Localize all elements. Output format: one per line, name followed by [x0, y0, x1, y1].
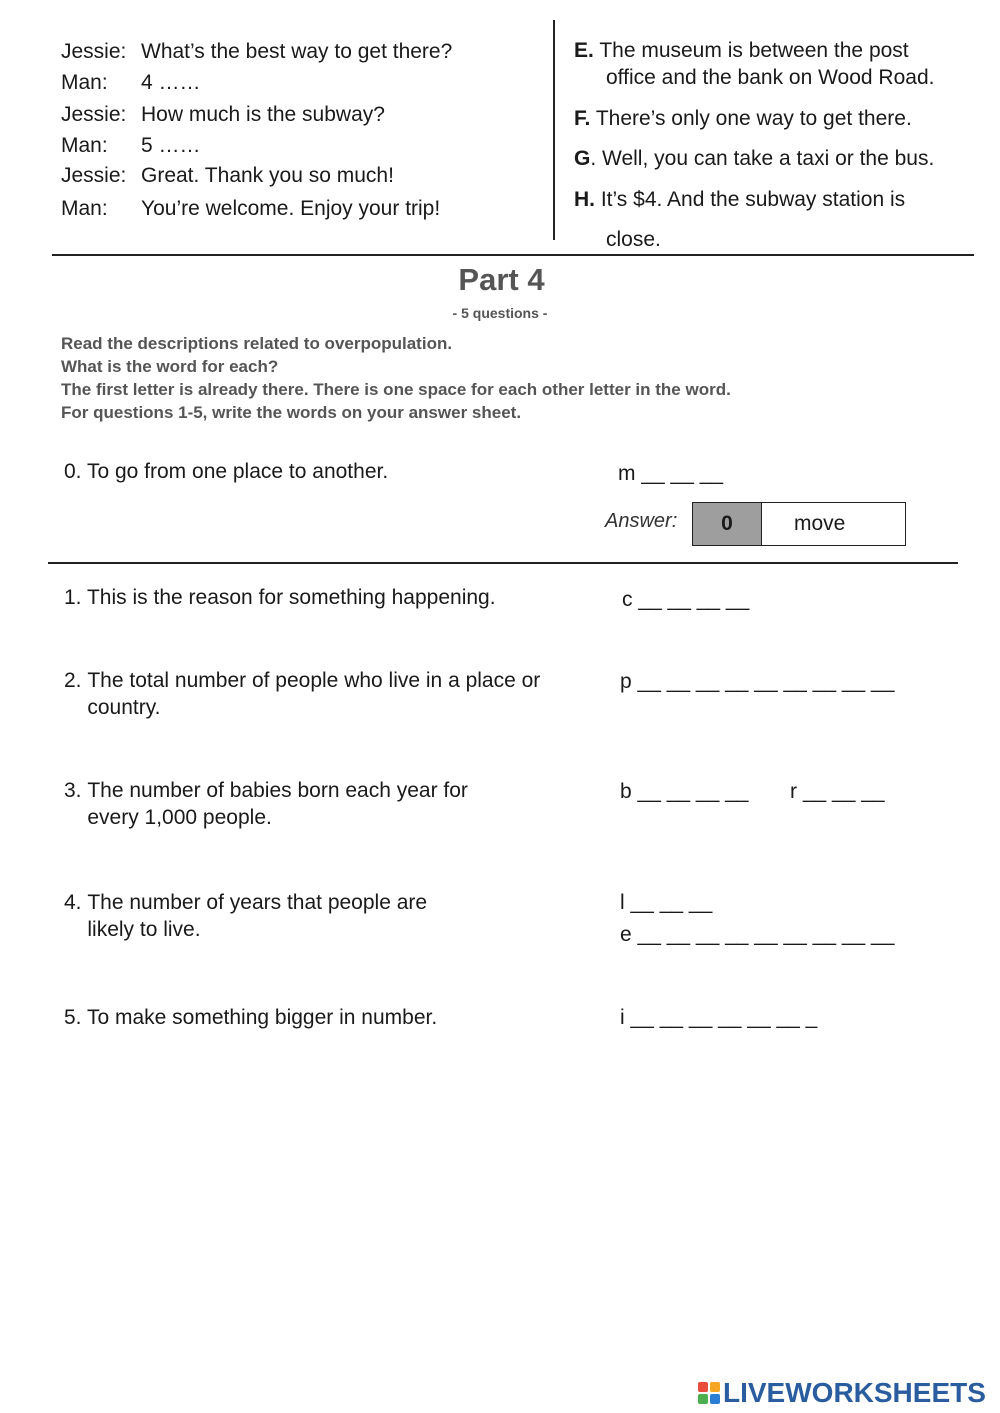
- dialogue-line: [61, 40, 452, 64]
- dialogue-line: [61, 197, 440, 221]
- answer-blank-4b[interactable]: e __ __ __ __ __ __ __ __ __: [620, 923, 895, 946]
- instruction-line: The first letter is already there. There is one space for each other letter in the word.: [61, 380, 731, 399]
- question-text: To make something bigger in number.: [86, 1006, 438, 1029]
- answer-label: Answer:: [605, 510, 678, 532]
- question-text: The total number of people who live in a place or country.: [87, 669, 541, 719]
- question-text: The number of years that people are likely to live.: [87, 891, 428, 941]
- question-1: [64, 584, 496, 611]
- option-h-cont: close.: [606, 228, 661, 251]
- answer-blank-2[interactable]: p __ __ __ __ __ __ __ __ __: [620, 670, 895, 693]
- instructions: [61, 332, 731, 424]
- answer-blank-3a[interactable]: b __ __ __ __: [620, 780, 749, 803]
- option-letter: G: [574, 147, 591, 170]
- instruction-line: For questions 1-5, write the words on your answer sheet.: [61, 403, 522, 422]
- logo-square: [710, 1382, 720, 1392]
- answer-blank-5[interactable]: i __ __ __ __ __ __ _: [620, 1006, 818, 1029]
- instruction-line: What is the word for each?: [61, 357, 279, 376]
- logo-square: [698, 1382, 708, 1392]
- liveworksheets-logo: [698, 1378, 986, 1408]
- answer-blank-1[interactable]: c __ __ __ __: [622, 588, 750, 611]
- speaker: Man:: [61, 71, 108, 94]
- question-5: [64, 1004, 437, 1031]
- column-divider: [553, 20, 555, 240]
- question-number: 3.: [64, 779, 82, 802]
- dialogue-line: [61, 134, 201, 158]
- line-text: 5 ……: [141, 134, 201, 157]
- speaker: Jessie:: [61, 164, 127, 187]
- page-subtitle: - 5 questions -: [452, 305, 548, 321]
- option-letter: H.: [574, 188, 595, 211]
- option-f: [574, 107, 912, 131]
- logo-square: [698, 1394, 708, 1404]
- answer-word: move: [794, 512, 846, 535]
- instruction-line: Read the descriptions related to overpopulation.: [61, 334, 453, 353]
- speaker: Man:: [61, 197, 108, 220]
- speaker: Jessie:: [61, 40, 127, 63]
- option-g: [574, 147, 934, 171]
- option-e-cont: office and the bank on Wood Road.: [606, 66, 935, 89]
- option-letter: E.: [574, 39, 594, 62]
- dialogue-line: [61, 103, 385, 127]
- answer-number: 0: [693, 503, 762, 545]
- option-e: [574, 39, 909, 63]
- option-text: . Well, you can take a taxi or the bus.: [590, 147, 935, 170]
- question-number: 4.: [64, 891, 82, 914]
- example-answer-box: [692, 502, 906, 546]
- line-text: How much is the subway?: [141, 103, 385, 126]
- page-title: Part 4: [458, 262, 545, 297]
- dialogue-line: [61, 71, 201, 95]
- question-3: [64, 777, 487, 831]
- logo-text: LIVEWORKSHEETS: [723, 1377, 986, 1408]
- dialogue-line: [61, 164, 394, 188]
- question-2: [64, 667, 587, 721]
- option-h: [574, 188, 905, 212]
- line-text: 4 ……: [141, 71, 201, 94]
- option-letter: F.: [574, 107, 591, 130]
- liveworksheets-icon: [698, 1382, 720, 1404]
- option-text: The museum is between the post: [599, 39, 909, 62]
- speaker: Jessie:: [61, 103, 127, 126]
- example-question: 0. To go from one place to another.: [64, 460, 389, 483]
- answer-blank-4a[interactable]: l __ __ __: [620, 891, 713, 914]
- option-text: There’s only one way to get there.: [595, 107, 912, 130]
- question-text: This is the reason for something happening.: [86, 586, 496, 609]
- option-text: It’s $4. And the subway station is: [600, 188, 906, 211]
- answer-blank-3b[interactable]: r __ __ __: [790, 780, 885, 803]
- example-divider: [48, 562, 958, 564]
- line-text: You’re welcome. Enjoy your trip!: [141, 197, 441, 220]
- line-text: What’s the best way to get there?: [141, 40, 453, 63]
- question-number: 5.: [64, 1006, 82, 1029]
- section-divider: [52, 254, 974, 256]
- question-number: 1.: [64, 586, 82, 609]
- logo-square: [710, 1394, 720, 1404]
- line-text: Great. Thank you so much!: [141, 164, 394, 187]
- question-number: 2.: [64, 669, 82, 692]
- question-text: The number of babies born each year for every 1,000 people.: [87, 779, 468, 829]
- question-4: [64, 889, 477, 943]
- speaker: Man:: [61, 134, 108, 157]
- example-blank: m __ __ __: [618, 462, 724, 485]
